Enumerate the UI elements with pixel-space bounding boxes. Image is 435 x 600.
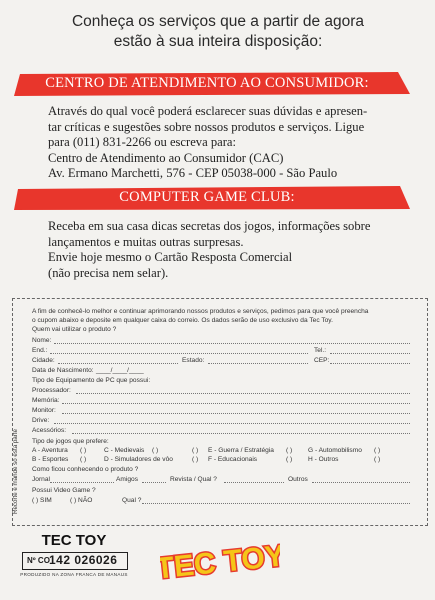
cac-banner — [14, 72, 414, 96]
end-field[interactable] — [50, 347, 308, 354]
option-g-label: G - Automobilismo — [308, 447, 362, 454]
row-known — [32, 476, 420, 485]
nasc-label: Data de Nascimento: — [32, 367, 94, 374]
side-note-text: Recorte e mande só esta parte — [12, 429, 19, 514]
headline-line-1: Conheça os serviços que a partir de agora — [71, 13, 365, 30]
drive-field[interactable] — [54, 417, 410, 424]
serial-label: Nº CO — [27, 556, 50, 565]
acessorios-label: Acessórios: — [32, 427, 67, 434]
cep-field[interactable] — [330, 357, 410, 364]
row-drive — [32, 417, 420, 426]
option-f-label: F - Educacionais — [208, 456, 258, 463]
option-d-checkbox[interactable]: ( ) — [192, 456, 199, 463]
club-line: Envie hoje mesmo o Cartão Resposta Comercial — [48, 250, 293, 264]
cac-line: Através do qual você poderá esclarecer suas dúvidas e apresen- — [48, 104, 368, 118]
side-note — [8, 396, 28, 516]
revista-field[interactable] — [224, 476, 284, 483]
nasc-field[interactable]: ____/____/____ — [96, 367, 144, 374]
stamp-note: PRODUZIDO NA ZONA FRANCA DE MANAUS — [20, 572, 128, 577]
known-question: Como ficou conhecendo o produto ? — [32, 466, 139, 473]
outros-field[interactable] — [312, 476, 410, 483]
videogame-question: Possui Video Game ? — [32, 487, 96, 494]
monitor-label: Monitor: — [32, 407, 56, 414]
cac-title: CENTRO DE ATENDIMENTO AO CONSUMIDOR: — [45, 75, 369, 91]
cac-text — [48, 104, 418, 182]
drive-label: Drive: — [32, 417, 50, 424]
amigos-label: Amigos — [116, 476, 138, 483]
stamp-brand: TEC TOY — [41, 532, 107, 549]
nome-label: Nome: — [32, 337, 52, 344]
tectoy-logo — [160, 534, 280, 584]
serial-number-box — [22, 552, 128, 570]
headline — [18, 12, 418, 52]
who-question: Quem vai utilizar o produto ? — [32, 326, 117, 333]
option-a-checkbox[interactable]: ( ) — [80, 447, 87, 454]
club-title: COMPUTER GAME CLUB: — [119, 189, 295, 205]
qual-field[interactable] — [142, 497, 410, 504]
nao-checkbox[interactable]: ( ) NÃO — [70, 497, 93, 504]
sim-checkbox[interactable]: ( ) SIM — [32, 497, 52, 504]
form-intro-2: o cupom abaixo e deposite em qualquer caixa do correio. Os dados serão de uso exclusivo da Tec Toy. — [32, 317, 333, 324]
outros-label: Outros — [288, 476, 308, 483]
amigos-field[interactable] — [142, 476, 166, 483]
revista-label: Revista / Qual ? — [170, 476, 217, 483]
games-options-row-2 — [32, 456, 420, 465]
option-d-label: D - Simuladores de vôo — [104, 456, 173, 463]
cac-line: tar críticas e sugestões sobre nossos produtos e serviços. Ligue — [48, 119, 365, 134]
cac-line: Centro de Atendimento ao Consumidor (CAC) — [48, 150, 284, 165]
end-label: End.: — [32, 347, 48, 354]
cac-line: para (011) 831-2266 ou escreva para: — [48, 135, 237, 149]
option-g-checkbox[interactable]: ( ) — [286, 447, 293, 454]
club-line: Receba em sua casa dicas secretas dos jogos, informações sobre — [48, 219, 371, 233]
row-processador — [32, 387, 420, 396]
form-intro-1: A fim de conhecê-lo melhor e continuar aprimorando nossos produtos e serviços, pedimos para que você preencha — [32, 308, 369, 315]
jornal-label: Jornal — [32, 476, 50, 483]
option-c-checkbox[interactable]: ( ) — [152, 447, 159, 454]
option-h-label: H - Outros — [308, 456, 339, 463]
option-h-checkbox[interactable]: ( ) — [374, 456, 381, 463]
games-question: Tipo de jogos que prefere: — [32, 438, 109, 445]
club-line: (não precisa nem selar). — [48, 265, 169, 280]
estado-field[interactable] — [208, 357, 308, 364]
option-e-checkbox[interactable]: ( ) — [192, 447, 199, 454]
nome-field[interactable] — [54, 337, 410, 344]
row-monitor — [32, 407, 420, 416]
cep-label: CEP: — [314, 357, 330, 364]
svg-text:TEC TOY: TEC TOY — [160, 539, 280, 584]
monitor-field[interactable] — [62, 407, 410, 414]
tel-label: Tel.: — [314, 347, 327, 354]
cac-line: Av. Ermano Marchetti, 576 - CEP 05038-000 - São Paulo — [48, 166, 338, 180]
option-g-checkbox-2[interactable]: ( ) — [374, 447, 381, 454]
club-banner — [14, 186, 414, 210]
acessorios-field[interactable] — [72, 427, 410, 434]
row-videogame — [32, 497, 420, 506]
memoria-field[interactable] — [62, 397, 410, 404]
games-options-row-1 — [32, 447, 420, 456]
row-cidade — [32, 357, 420, 366]
option-a-label: A - Aventura — [32, 447, 68, 454]
option-b-checkbox[interactable]: ( ) — [80, 456, 87, 463]
cidade-field[interactable] — [58, 357, 178, 364]
option-b-label: B - Esportes — [32, 456, 69, 463]
option-f-checkbox[interactable]: ( ) — [286, 456, 293, 463]
pc-type-question: Tipo de Equipamento de PC que possui: — [32, 377, 151, 384]
headline-line-2: estão à sua inteira disposição: — [113, 33, 323, 50]
qual-label: Qual ? — [122, 497, 142, 504]
tectoy-logo-graphic — [160, 534, 280, 584]
processador-label: Processador: — [32, 387, 71, 394]
cidade-label: Cidade: — [32, 357, 55, 364]
tel-field[interactable] — [330, 347, 410, 354]
club-text — [48, 219, 418, 281]
option-c-label: C - Medievais — [104, 447, 145, 454]
estado-label: Estado: — [182, 357, 205, 364]
club-line: lançamentos e muitas outras surpresas. — [48, 234, 244, 249]
serial-number: 142 026026 — [49, 553, 118, 567]
row-memoria — [32, 397, 420, 406]
row-acessorios — [32, 427, 420, 436]
processador-field[interactable] — [76, 387, 410, 394]
row-nome — [32, 337, 420, 346]
serial-stamp — [18, 532, 130, 592]
row-endereco — [32, 347, 420, 356]
jornal-field[interactable] — [50, 476, 114, 483]
memoria-label: Memória: — [32, 397, 60, 404]
option-e-label: E - Guerra / Estratégia — [208, 447, 274, 454]
